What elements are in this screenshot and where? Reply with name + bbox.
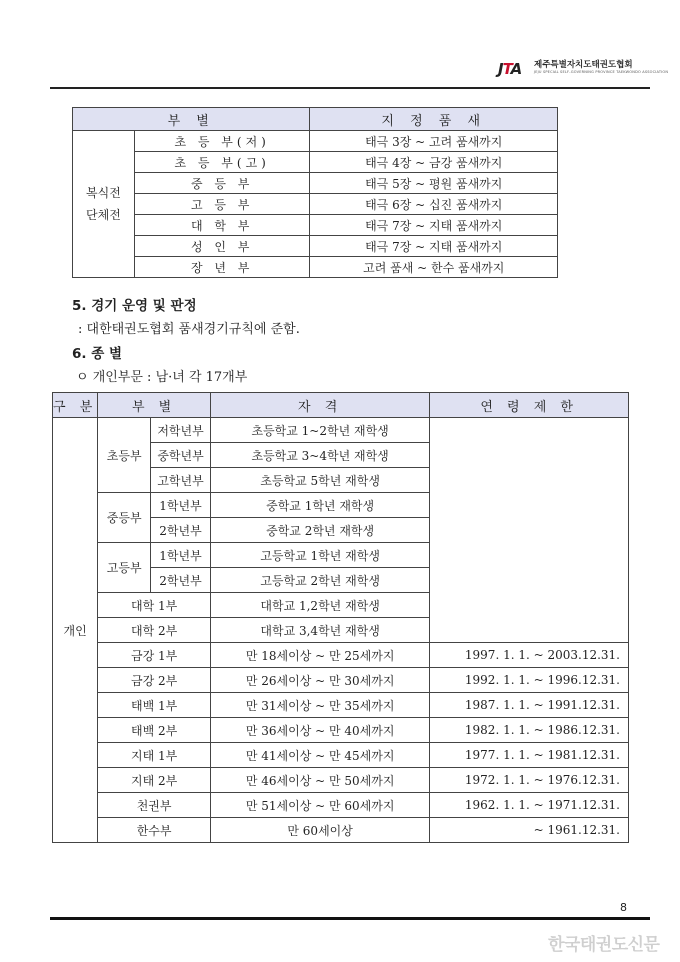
qualification-cell: 초등학교 1~2학년 재학생 [210,418,429,443]
division-cell: 대학 1부 [98,593,211,618]
qualification-cell: 만 26세이상 ~ 만 30세까지 [210,668,429,693]
school-level-cell: 초등부 [98,418,151,493]
footer-divider [50,917,650,920]
poomsae-cell: 태극 3장 ~ 고려 품새까지 [310,131,558,152]
logo-mark: JTA [498,60,522,78]
table-row [53,743,629,768]
page-number: 8 [620,901,627,914]
header-qualification: 자 격 [210,393,429,418]
section-6-text: ㅇ 개인부문 : 남·녀 각 17개부 [76,370,248,385]
division-cell: 한수부 [98,818,211,843]
table-row [53,718,629,743]
table-row [53,668,629,693]
sub-division-cell: 1학년부 [151,543,211,568]
qualification-cell: 대학교 3,4학년 재학생 [210,618,429,643]
header-divider [50,87,650,89]
qualification-cell: 고등학교 2학년 재학생 [210,568,429,593]
qualification-cell: 고등학교 1학년 재학생 [210,543,429,568]
table-row [73,236,558,257]
header-category: 구 분 [53,393,98,418]
sub-division-cell: 중학년부 [151,443,211,468]
age-period-cell: ~ 1961.12.31. [430,818,629,843]
age-period-cell: 1992. 1. 1. ~ 1996.12.31. [430,668,629,693]
qualification-cell: 만 60세이상 [210,818,429,843]
table-row [53,818,629,843]
individual-categories-table [52,392,629,843]
table-row [73,257,558,278]
division-cell: 태백 1부 [98,693,211,718]
table-row [53,643,629,668]
school-level-cell: 중등부 [98,493,151,543]
table-row [73,131,558,152]
qualification-cell: 만 36세이상 ~ 만 40세까지 [210,718,429,743]
division-cell: 금강 1부 [98,643,211,668]
org-name: 제주특별자치도태권도협회 [534,60,633,70]
header-poomsae: 지 정 품 새 [310,108,558,131]
section-6-title: 6. 종 별 [72,346,123,362]
header-division: 부 별 [73,108,310,131]
poomsae-cell: 태극 7장 ~ 지태 품새까지 [310,215,558,236]
age-period-cell: 1982. 1. 1. ~ 1986.12.31. [430,718,629,743]
poomsae-table [72,107,558,278]
division-cell: 대학 2부 [98,618,211,643]
division-cell: 성 인 부 [134,236,310,257]
table-header-row [73,108,558,131]
qualification-cell: 만 51세이상 ~ 만 60세까지 [210,793,429,818]
poomsae-cell: 고려 품새 ~ 한수 품새까지 [310,257,558,278]
qualification-cell: 만 31세이상 ~ 만 35세까지 [210,693,429,718]
sub-division-cell: 고학년부 [151,468,211,493]
division-cell: 금강 2부 [98,668,211,693]
division-cell: 천권부 [98,793,211,818]
poomsae-cell: 태극 4장 ~ 금강 품새까지 [310,152,558,173]
age-period-cell: 1962. 1. 1. ~ 1971.12.31. [430,793,629,818]
qualification-cell: 중학교 2학년 재학생 [210,518,429,543]
age-period-cell: 1977. 1. 1. ~ 1981.12.31. [430,743,629,768]
qualification-cell: 만 41세이상 ~ 만 45세까지 [210,743,429,768]
age-period-cell: 1997. 1. 1. ~ 2003.12.31. [430,643,629,668]
division-cell: 중 등 부 [134,173,310,194]
division-cell: 대 학 부 [134,215,310,236]
division-cell: 지태 1부 [98,743,211,768]
table-row [53,768,629,793]
school-level-cell: 고등부 [98,543,151,593]
table-row [53,693,629,718]
division-cell: 초 등 부(저) [134,131,310,152]
division-cell: 장 년 부 [134,257,310,278]
sub-division-cell: 2학년부 [151,518,211,543]
table-row [73,173,558,194]
division-cell: 태백 2부 [98,718,211,743]
poomsae-cell: 태극 5장 ~ 평원 품새까지 [310,173,558,194]
table-row [53,418,629,443]
group-label: 복식전 단체전 [73,131,135,278]
division-cell: 고 등 부 [134,194,310,215]
qualification-cell: 초등학교 5학년 재학생 [210,468,429,493]
sub-division-cell: 2학년부 [151,568,211,593]
org-subtitle: JEJU SPECIAL SELF-GOVERNING PROVINCE TAEKWONDO ASSOCIATION [534,70,669,74]
table-header-row [53,393,629,418]
division-cell: 초 등 부(고) [134,152,310,173]
sub-division-cell: 1학년부 [151,493,211,518]
header-division: 부 별 [98,393,211,418]
table-row [53,793,629,818]
division-cell: 지태 2부 [98,768,211,793]
qualification-cell: 만 18세이상 ~ 만 25세까지 [210,643,429,668]
poomsae-cell: 태극 6장 ~ 십진 품새까지 [310,194,558,215]
age-limit-empty-cell [430,418,629,643]
table-row [73,152,558,173]
qualification-cell: 대학교 1,2학년 재학생 [210,593,429,618]
age-period-cell: 1972. 1. 1. ~ 1976.12.31. [430,768,629,793]
section-5-text: : 대한태권도협회 품새경기규칙에 준함. [78,322,300,337]
category-cell: 개인 [53,418,98,843]
age-period-cell: 1987. 1. 1. ~ 1991.12.31. [430,693,629,718]
qualification-cell: 만 46세이상 ~ 만 50세까지 [210,768,429,793]
header-age-limit: 연 령 제 한 [430,393,629,418]
table-row [73,194,558,215]
association-logo [498,58,669,80]
newspaper-watermark: 한국태권도신문 [548,935,660,955]
table-row [73,215,558,236]
section-5-title: 5. 경기 운영 및 판정 [72,298,197,314]
qualification-cell: 초등학교 3~4학년 재학생 [210,443,429,468]
sub-division-cell: 저학년부 [151,418,211,443]
qualification-cell: 중학교 1학년 재학생 [210,493,429,518]
poomsae-cell: 태극 7장 ~ 지태 품새까지 [310,236,558,257]
